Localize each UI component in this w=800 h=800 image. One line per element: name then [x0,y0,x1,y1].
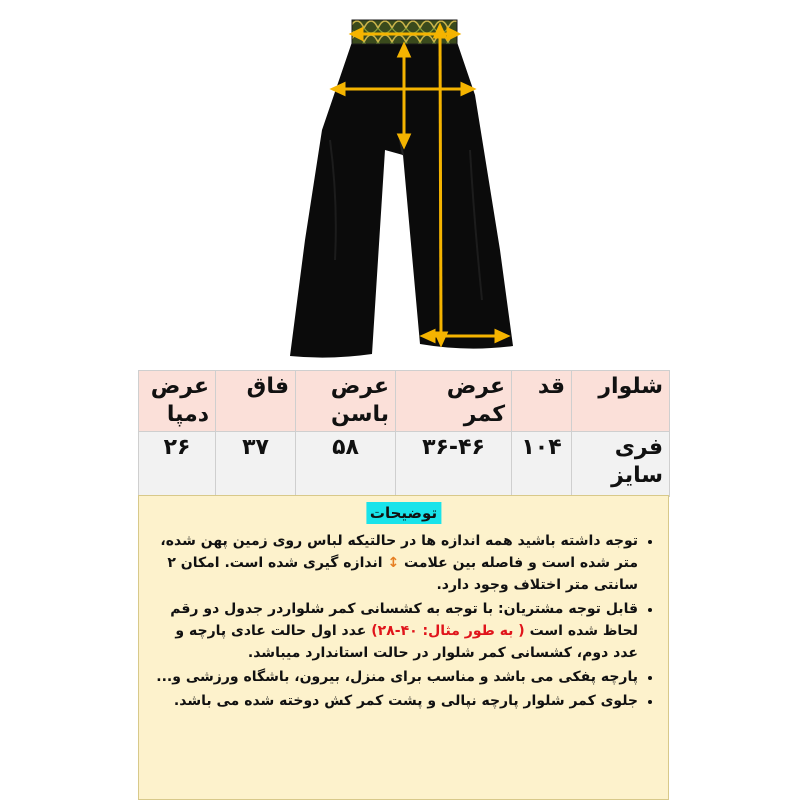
measure-arrow-icon: ↕ [387,555,400,571]
table-cell: ۵۸ [296,432,396,497]
description-text: اندازه گیری شده است. امکان ۲ سانتی متر اختلاف وجود دارد. [167,555,638,593]
description-text: پارچه پفکی می باشد و مناسب برای منزل، بیرون، باشگاه ورزشی و... [156,669,638,685]
table-cell: ۳۷ [216,432,296,497]
list-item [151,598,638,664]
description-text: قابل توجه مشتریان: با توجه به کشسانی کمر شلواردر جدول دو رقم لحاظ شده است [170,601,638,639]
pants-product-image [0,0,800,370]
description-title: توضیحات [366,502,441,524]
table-cell: ۱۰۴ [512,432,572,497]
description-text: عدد اول حالت عادی پارچه و عدد دوم، کشسانی کمر شلوار در حالت استاندارد میباشد. [175,623,638,661]
table-cell: ۲۶ [139,432,216,497]
header-cell: فاق [216,371,296,432]
header-cell: شلوار [572,371,670,432]
table-cell: فری سایز [572,432,670,497]
header-cell: عرض کمر [396,371,512,432]
table-header-row [139,371,670,432]
list-item [151,666,638,688]
size-table [138,370,670,497]
header-cell: عرض باسن [296,371,396,432]
description-box [138,495,669,800]
description-text: جلوی کمر شلوار پارچه نپالی و پشت کمر کش دوخته شده می باشد. [173,693,638,709]
table-cell: ۳۶-۴۶ [396,432,512,497]
list-item [151,690,638,712]
list-item [151,530,638,596]
header-cell: عرض دمپا [139,371,216,432]
description-list [151,530,658,714]
header-cell: قد [512,371,572,432]
table-row [139,432,670,497]
description-text: توجه داشته باشید همه اندازه ها در حالتیکه لباس روی زمین پهن شده، متر شده است و فاصله بین علامت [160,533,638,571]
example-text: ( به طور مثال: ۴۰-۲۸) [371,623,525,639]
